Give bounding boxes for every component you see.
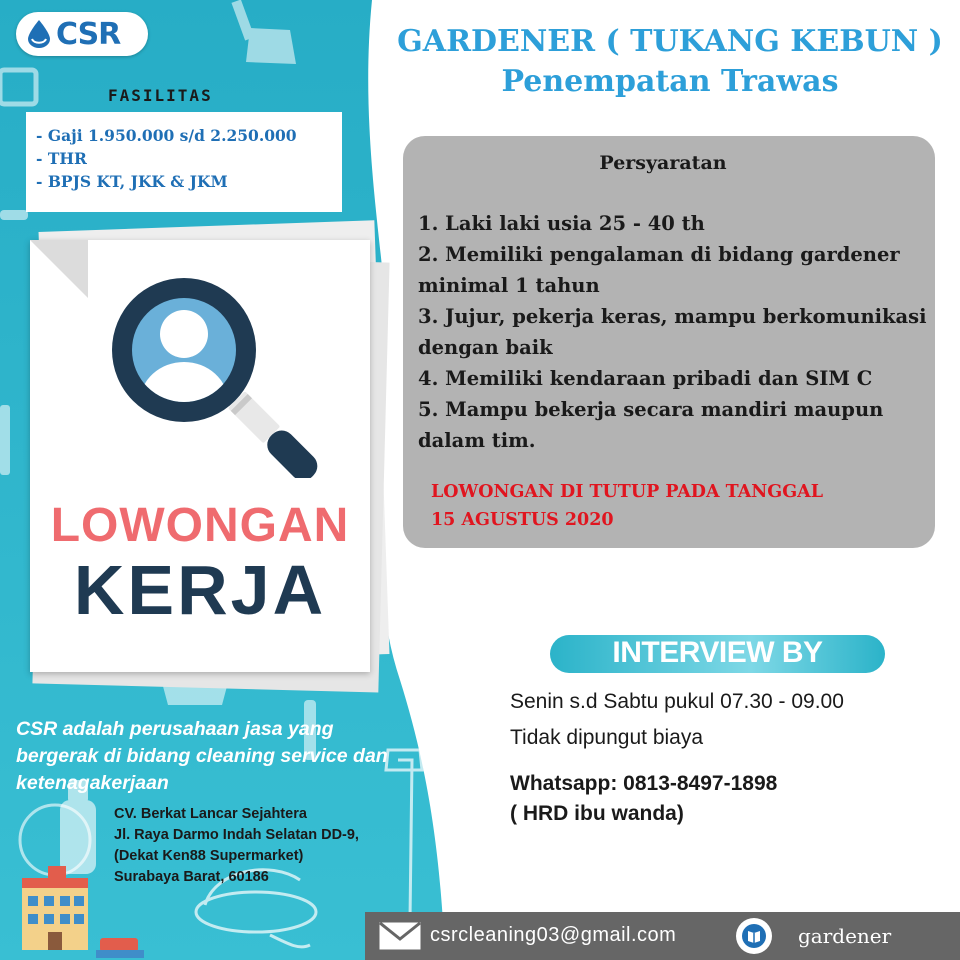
fasilitas-item: - THR	[36, 149, 87, 168]
deadline-date: 15 AGUSTUS 2020	[431, 510, 614, 530]
address-line: (Dekat Ken88 Supermarket)	[114, 848, 304, 864]
envelope-icon	[378, 921, 422, 951]
fasilitas-item: - Gaji 1.950.000 s/d 2.250.000	[36, 126, 297, 145]
requirement-item: 2. Memiliki pengalaman di bidang gardener minimal 1 tahun	[418, 243, 900, 297]
deadline-notice	[431, 478, 931, 534]
hrd-contact: ( HRD ibu wanda)	[510, 802, 684, 825]
logo-text: CSR	[56, 16, 121, 52]
csr-logo	[16, 12, 148, 56]
magnifier-person-icon	[92, 268, 332, 478]
interview-fee: Tidak dipungut biaya	[510, 726, 704, 749]
facebook-icon	[736, 918, 772, 954]
deadline-line: LOWONGAN DI TUTUP PADA TANGGAL	[431, 482, 824, 502]
fasilitas-title: FASILITAS	[108, 86, 213, 105]
requirement-item: 1. Laki laki usia 25 - 40 th	[418, 212, 705, 235]
interview-title: INTERVIEW BY	[612, 636, 823, 669]
job-title-block	[380, 22, 960, 102]
requirements-list	[418, 208, 928, 456]
company-address	[114, 804, 434, 888]
fasilitas-item: - BPJS KT, JKK & JKM	[36, 172, 228, 191]
paper-fold-corner	[30, 240, 88, 298]
footer-social-name: gardener	[798, 924, 892, 948]
requirement-item: 5. Mampu bekerja secara mandiri maupun dalam tim.	[418, 398, 884, 452]
requirement-item: 4. Memiliki kendaraan pribadi dan SIM C	[418, 367, 873, 390]
footer-email: csrcleaning03@gmail.com	[430, 924, 677, 946]
job-title: GARDENER ( TUKANG KEBUN )	[397, 24, 943, 59]
requirement-item: 3. Jujur, pekerja keras, mampu berkomunikasi dengan baik	[418, 305, 927, 359]
requirements-title: Persyaratan	[599, 152, 727, 174]
whatsapp-contact: Whatsapp: 0813-8497-1898	[510, 772, 778, 795]
fasilitas-box	[26, 112, 342, 212]
address-line: Surabaya Barat, 60186	[114, 869, 269, 885]
job-location: Penempatan Trawas	[501, 64, 839, 99]
address-line: Jl. Raya Darmo Indah Selatan DD-9,	[114, 827, 359, 843]
interview-schedule: Senin s.d Sabtu pukul 07.30 - 09.00	[510, 690, 844, 713]
company-description: CSR adalah perusahaan jasa yang bergerak di bidang cleaning service dan ketenagakerjaan	[16, 718, 388, 794]
kerja-heading: KERJA	[73, 551, 327, 629]
address-line: CV. Berkat Lancar Sejahtera	[114, 806, 307, 822]
lowongan-heading: LOWONGAN	[50, 499, 350, 552]
water-drop-icon	[26, 19, 52, 49]
